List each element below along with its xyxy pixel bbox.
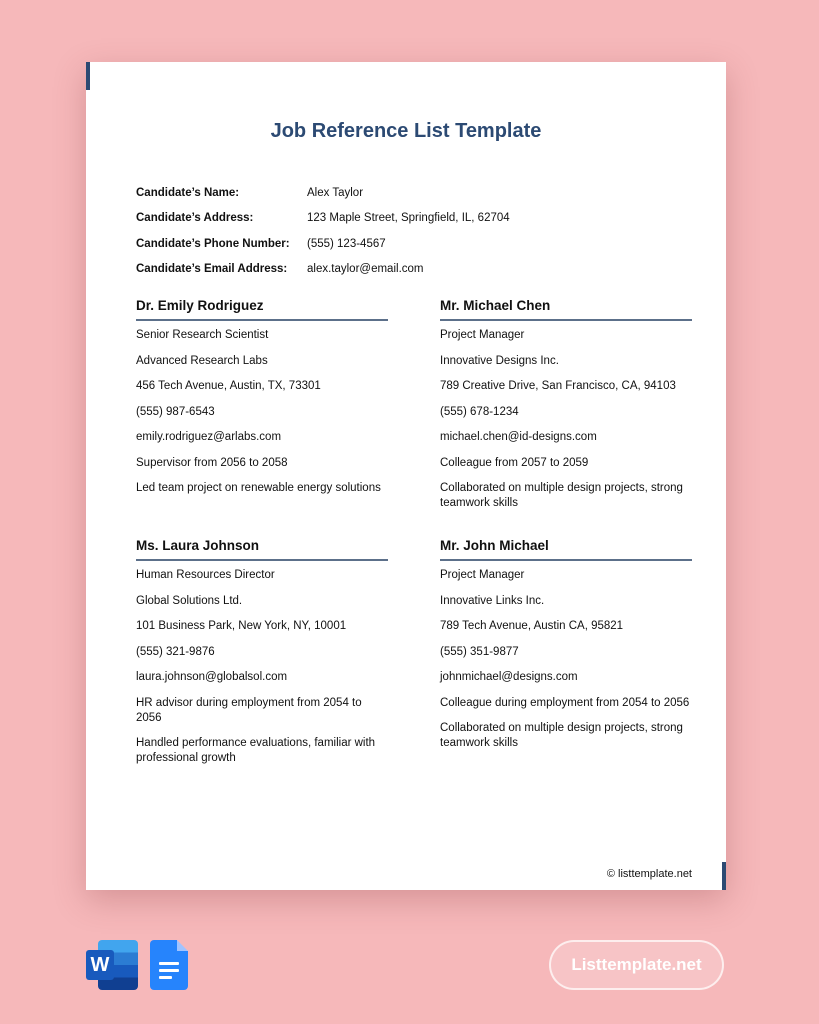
page-accent-bar — [722, 862, 726, 890]
candidate-label: Candidate’s Name: — [136, 186, 240, 199]
reference-relationship: Supervisor from 2056 to 2058 — [136, 456, 288, 469]
reference-name: Dr. Emily Rodriguez — [136, 298, 388, 321]
reference-relationship: Colleague during employment from 2054 to 2056 — [440, 696, 690, 709]
reference-relationship: HR advisor during employment from 2054 to 2056 — [136, 696, 362, 724]
reference-address: 101 Business Park, New York, NY, 10001 — [136, 620, 347, 632]
reference-notes: Collaborated on multiple design projects, strong teamwork skills — [440, 482, 683, 509]
candidate-row — [136, 180, 510, 206]
references-grid — [136, 298, 690, 798]
app-icons — [86, 940, 188, 990]
docs-icon-line — [159, 962, 179, 965]
docs-icon-line — [159, 969, 179, 972]
candidate-label: Candidate’s Email Address: — [136, 263, 288, 276]
candidate-value: Alex Taylor — [307, 186, 364, 199]
reference-card — [136, 538, 388, 777]
reference-email: johnmichael@designs.com — [440, 671, 578, 683]
candidate-value: (555) 123-4567 — [307, 237, 386, 250]
reference-phone: (555) 321-9876 — [136, 645, 215, 658]
reference-title: Human Resources Director — [136, 569, 275, 581]
docs-icon-fold — [177, 940, 188, 951]
reference-phone: (555) 678-1234 — [440, 405, 519, 418]
candidate-row — [136, 257, 510, 283]
reference-address: 456 Tech Avenue, Austin, TX, 73301 — [136, 380, 321, 392]
docs-icon-line — [159, 976, 172, 979]
reference-card — [440, 298, 692, 522]
reference-notes: Handled performance evaluations, familiar with professional growth — [136, 737, 376, 764]
google-docs-icon[interactable] — [150, 940, 188, 990]
reference-email: laura.johnson@globalsol.com — [136, 671, 288, 683]
reference-name: Ms. Laura Johnson — [136, 538, 388, 561]
reference-relationship: Colleague from 2057 to 2059 — [440, 456, 589, 469]
candidate-value: alex.taylor@email.com — [307, 263, 424, 276]
reference-card — [136, 298, 388, 507]
reference-company: Advanced Research Labs — [136, 354, 268, 367]
reference-title: Senior Research Scientist — [136, 329, 269, 341]
page-accent-bar — [86, 62, 90, 90]
reference-name: Mr. John Michael — [440, 538, 692, 561]
reference-company: Innovative Designs Inc. — [440, 354, 559, 367]
reference-address: 789 Tech Avenue, Austin CA, 95821 — [440, 620, 624, 632]
reference-address: 789 Creative Drive, San Francisco, CA, 94103 — [440, 380, 676, 392]
reference-title: Project Manager — [440, 569, 525, 581]
copyright-text: © listtemplate.net — [606, 868, 692, 880]
microsoft-word-icon[interactable] — [86, 940, 138, 990]
reference-email: michael.chen@id-designs.com — [440, 431, 597, 443]
reference-company: Global Solutions Ltd. — [136, 594, 243, 607]
document-page — [86, 62, 726, 890]
candidate-row — [136, 231, 510, 257]
reference-notes: Collaborated on multiple design projects, strong teamwork skills — [440, 722, 683, 749]
reference-phone: (555) 987-6543 — [136, 405, 215, 418]
reference-company: Innovative Links Inc. — [440, 594, 545, 607]
reference-email: emily.rodriguez@arlabs.com — [136, 431, 282, 443]
candidate-row — [136, 206, 510, 232]
document-title: Job Reference List Template — [270, 120, 542, 142]
candidate-info — [136, 180, 510, 282]
candidate-value: 123 Maple Street, Springfield, IL, 62704 — [307, 212, 510, 225]
candidate-label: Candidate’s Address: — [136, 212, 254, 225]
reference-name: Mr. Michael Chen — [440, 298, 692, 321]
site-link-button[interactable]: Listtemplate.net — [549, 940, 724, 990]
candidate-label: Candidate’s Phone Number: — [136, 237, 290, 250]
reference-phone: (555) 351-9877 — [440, 645, 519, 658]
reference-title: Project Manager — [440, 329, 525, 341]
reference-notes: Led team project on renewable energy solutions — [136, 482, 381, 494]
word-icon-letter: W — [86, 950, 114, 980]
reference-card — [440, 538, 692, 762]
